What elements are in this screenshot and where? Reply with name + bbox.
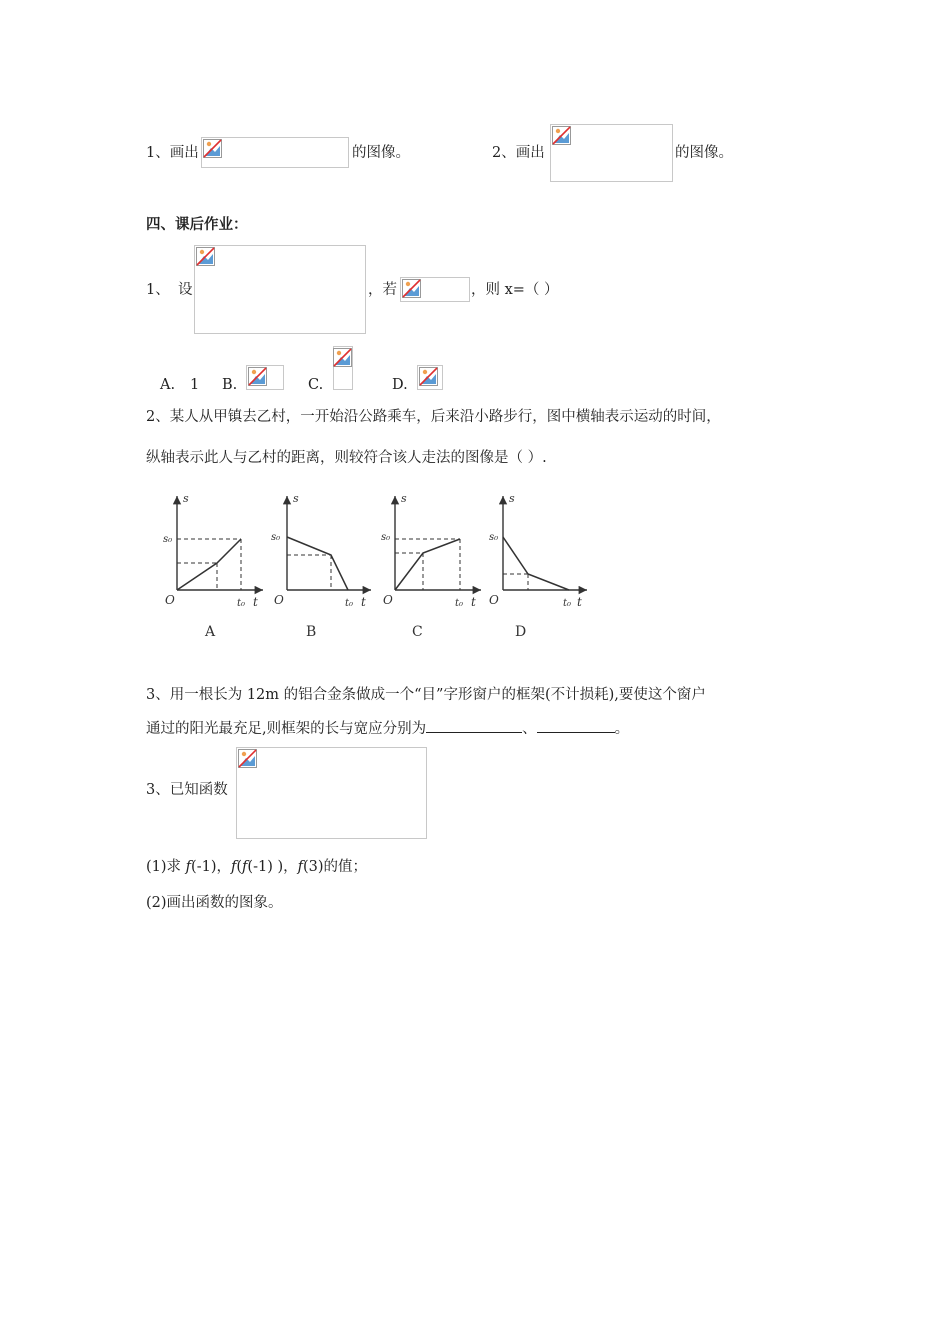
option-c-label: C. bbox=[308, 377, 324, 393]
graph-a-y0-label: s₀ bbox=[163, 534, 173, 545]
graph-c bbox=[395, 496, 481, 590]
graph-b bbox=[287, 496, 371, 590]
practice-q2-prefix: 2、画出 bbox=[492, 145, 545, 161]
formula-image-4 bbox=[400, 277, 470, 302]
graph-d-origin: O bbox=[489, 593, 499, 607]
formula-image-3 bbox=[194, 245, 366, 334]
graph-b-x0-label: t₀ bbox=[345, 598, 354, 609]
option-b-label: B. bbox=[222, 377, 238, 393]
graph-d-x0-label: t₀ bbox=[563, 598, 572, 609]
graph-a-origin: O bbox=[165, 593, 175, 607]
hw-q2-line2: 纵轴表示此人与乙村的距离，则较符合该人走法的图像是（ ）. bbox=[146, 450, 547, 466]
graph-b-caption: B bbox=[306, 624, 317, 640]
graph-a-y-label: s bbox=[183, 492, 189, 505]
graph-b-y-label: s bbox=[293, 492, 299, 505]
graph-b-y0-label: s₀ bbox=[271, 532, 281, 543]
hw-q3-separator: 、 bbox=[522, 721, 537, 737]
func-f-3: f bbox=[242, 859, 248, 875]
practice-q1-prefix: 1、画出 bbox=[146, 145, 199, 161]
hw-q4-sub1 bbox=[146, 860, 367, 875]
answer-blank-width[interactable] bbox=[537, 718, 615, 733]
hw-q3-end: 。 bbox=[614, 721, 630, 737]
graph-d-y0-label: s₀ bbox=[489, 532, 499, 543]
formula-image-2 bbox=[550, 124, 673, 182]
hw-q4-sub1-b: (-1)， bbox=[191, 859, 231, 875]
hw-q1-num: 1、 bbox=[146, 282, 170, 298]
hw-q2-line1: 2、某人从甲镇去乙村，一开始沿公路乘车，后来沿小路步行，图中横轴表示运动的时间， bbox=[146, 409, 721, 425]
broken-image-icon bbox=[552, 126, 572, 146]
hw-q3-line1: 3、用一根长为 12m 的铝合金条做成一个“目”字形窗户的框架(不计损耗),要使这个窗户 bbox=[146, 687, 706, 703]
option-c-image bbox=[333, 346, 353, 390]
graph-d bbox=[503, 496, 587, 590]
hw-q4-sub2: (2)画出函数的图象。 bbox=[146, 895, 283, 911]
practice-q1-suffix: 的图像。 bbox=[352, 145, 410, 161]
hw-q1-ruo: ，若 bbox=[368, 282, 397, 298]
graph-c-x0-label: t₀ bbox=[455, 598, 464, 609]
hw-q4-prefix: 3、已知函数 bbox=[146, 782, 228, 798]
hw-q1-she: 设 bbox=[178, 282, 193, 298]
broken-image-icon bbox=[402, 279, 422, 299]
graph-c-caption: C bbox=[412, 624, 423, 640]
option-a-label: A. bbox=[160, 377, 176, 393]
broken-image-icon bbox=[419, 367, 439, 387]
homework-heading: 四、课后作业： bbox=[146, 217, 248, 233]
hw-q4-sub1-e: (3)的值； bbox=[303, 859, 368, 875]
broken-image-icon bbox=[196, 247, 216, 267]
func-f-1: f bbox=[185, 859, 192, 875]
graph-c-origin: O bbox=[383, 593, 393, 607]
func-f-4: f bbox=[297, 859, 303, 875]
formula-image-5 bbox=[236, 747, 427, 839]
hw-q4-sub1-d: (-1) )， bbox=[247, 859, 298, 875]
option-d-label: D. bbox=[392, 377, 408, 393]
graph-b-origin: O bbox=[274, 593, 284, 607]
hw-q4-sub1-a: (1)求 bbox=[146, 859, 186, 875]
distance-time-graphs bbox=[155, 490, 595, 645]
broken-image-icon bbox=[238, 749, 258, 769]
hw-q1-tail: ，则 x=（ ） bbox=[471, 282, 559, 298]
hw-q3-line2-text: 通过的阳光最充足,则框架的长与宽应分别为 bbox=[146, 721, 427, 737]
graph-c-y0-label: s₀ bbox=[381, 532, 391, 543]
graph-a-caption: A bbox=[205, 624, 216, 640]
graph-a-x-label: t bbox=[253, 595, 258, 609]
answer-blank-length[interactable] bbox=[426, 718, 522, 733]
graph-b-x-label: t bbox=[361, 595, 366, 609]
broken-image-icon bbox=[203, 139, 223, 159]
hw-q4-sub1-c: ( bbox=[236, 859, 243, 875]
graph-c-y-label: s bbox=[401, 492, 407, 505]
option-d-image bbox=[417, 365, 443, 390]
broken-image-icon bbox=[248, 367, 268, 387]
hw-q3-line2 bbox=[146, 718, 629, 737]
practice-q2-suffix: 的图像。 bbox=[675, 145, 733, 161]
graph-a-x0-label: t₀ bbox=[237, 598, 246, 609]
graph-c-x-label: t bbox=[471, 595, 476, 609]
option-b-image bbox=[246, 365, 284, 390]
func-f-2: f bbox=[230, 859, 237, 875]
option-a-value: 1 bbox=[190, 377, 200, 393]
formula-image-1 bbox=[201, 137, 349, 168]
graph-d-y-label: s bbox=[509, 492, 515, 505]
graph-options-figure bbox=[155, 490, 595, 649]
graph-a bbox=[177, 496, 263, 590]
graph-d-caption: D bbox=[515, 624, 527, 640]
graph-d-x-label: t bbox=[577, 595, 582, 609]
broken-image-icon bbox=[333, 348, 353, 368]
